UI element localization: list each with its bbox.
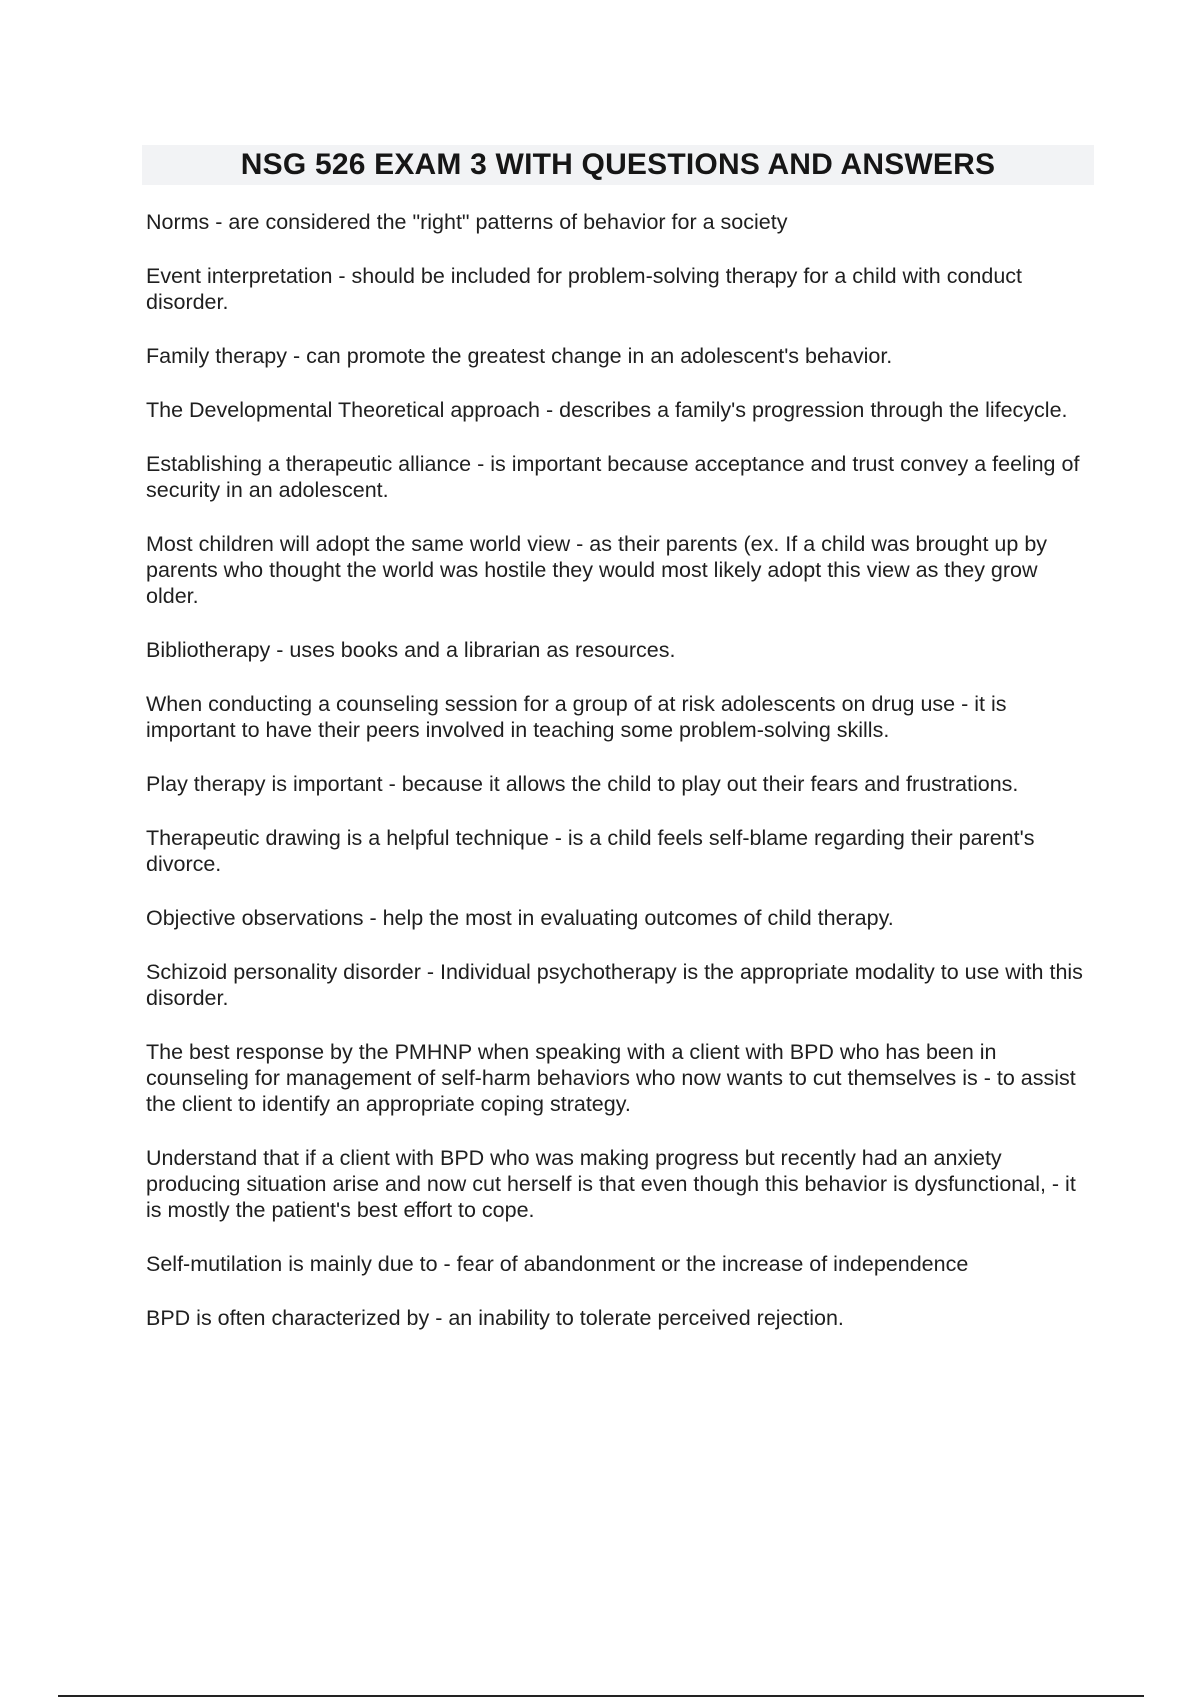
qa-entry-objective-observations: Objective observations - help the most in evaluating outcomes of child therapy.: [146, 906, 894, 930]
qa-entry-norms: Norms - are considered the "right" patterns of behavior for a society: [146, 210, 788, 234]
qa-entry-event-interpretation: Event interpretation - should be included for problem-solving therapy for a child with conduct disorder.: [146, 264, 1023, 314]
qa-entry-world-view: Most children will adopt the same world view - as their parents (ex. If a child was brought up by parents who thought the world was hostile they would most likely adopt this view as they grow older.: [146, 532, 1048, 608]
footer-rule: [58, 1695, 1144, 1697]
document-title: NSG 526 EXAM 3 WITH QUESTIONS AND ANSWERS: [240, 148, 996, 181]
qa-entry-bibliotherapy: Bibliotherapy - uses books and a librarian as resources.: [146, 638, 676, 662]
qa-entry-therapeutic-alliance: Establishing a therapeutic alliance - is important because acceptance and trust convey a feeling of security in an adolescent.: [146, 452, 1080, 502]
qa-entry-pmhnp-response: The best response by the PMHNP when speaking with a client with BPD who has been in counseling for management of self-harm behaviors who now wants to cut themselves is - to assist the client to identify an appropriate coping strategy.: [146, 1040, 1076, 1116]
qa-entry-therapeutic-drawing: Therapeutic drawing is a helpful technique - is a child feels self-blame regarding their parent's divorce.: [146, 826, 1035, 876]
qa-entry-group-counseling: When conducting a counseling session for a group of at risk adolescents on drug use - it is important to have their peers involved in teaching some problem-solving skills.: [146, 692, 1007, 742]
qa-entry-self-mutilation: Self-mutilation is mainly due to - fear of abandonment or the increase of independence: [146, 1252, 969, 1276]
qa-list: [146, 209, 1096, 1359]
qa-entry-family-therapy: Family therapy - can promote the greatest change in an adolescent's behavior.: [146, 344, 893, 368]
qa-entry-schizoid-disorder: Schizoid personality disorder - Individual psychotherapy is the appropriate modality to use with this disorder.: [146, 960, 1083, 1010]
qa-entry-play-therapy: Play therapy is important - because it allows the child to play out their fears and frustrations.: [146, 772, 1019, 796]
title-band: [142, 145, 1094, 185]
qa-entry-developmental-approach: The Developmental Theoretical approach - describes a family's progression through the lifecycle.: [146, 398, 1068, 422]
qa-entry-bpd-characterized: BPD is often characterized by - an inability to tolerate perceived rejection.: [146, 1306, 844, 1330]
qa-entry-bpd-progress: Understand that if a client with BPD who was making progress but recently had an anxiety producing situation arise and now cut herself is that even though this behavior is dysfunctional, - it is mostly the patient's best effort to cope.: [146, 1146, 1076, 1222]
